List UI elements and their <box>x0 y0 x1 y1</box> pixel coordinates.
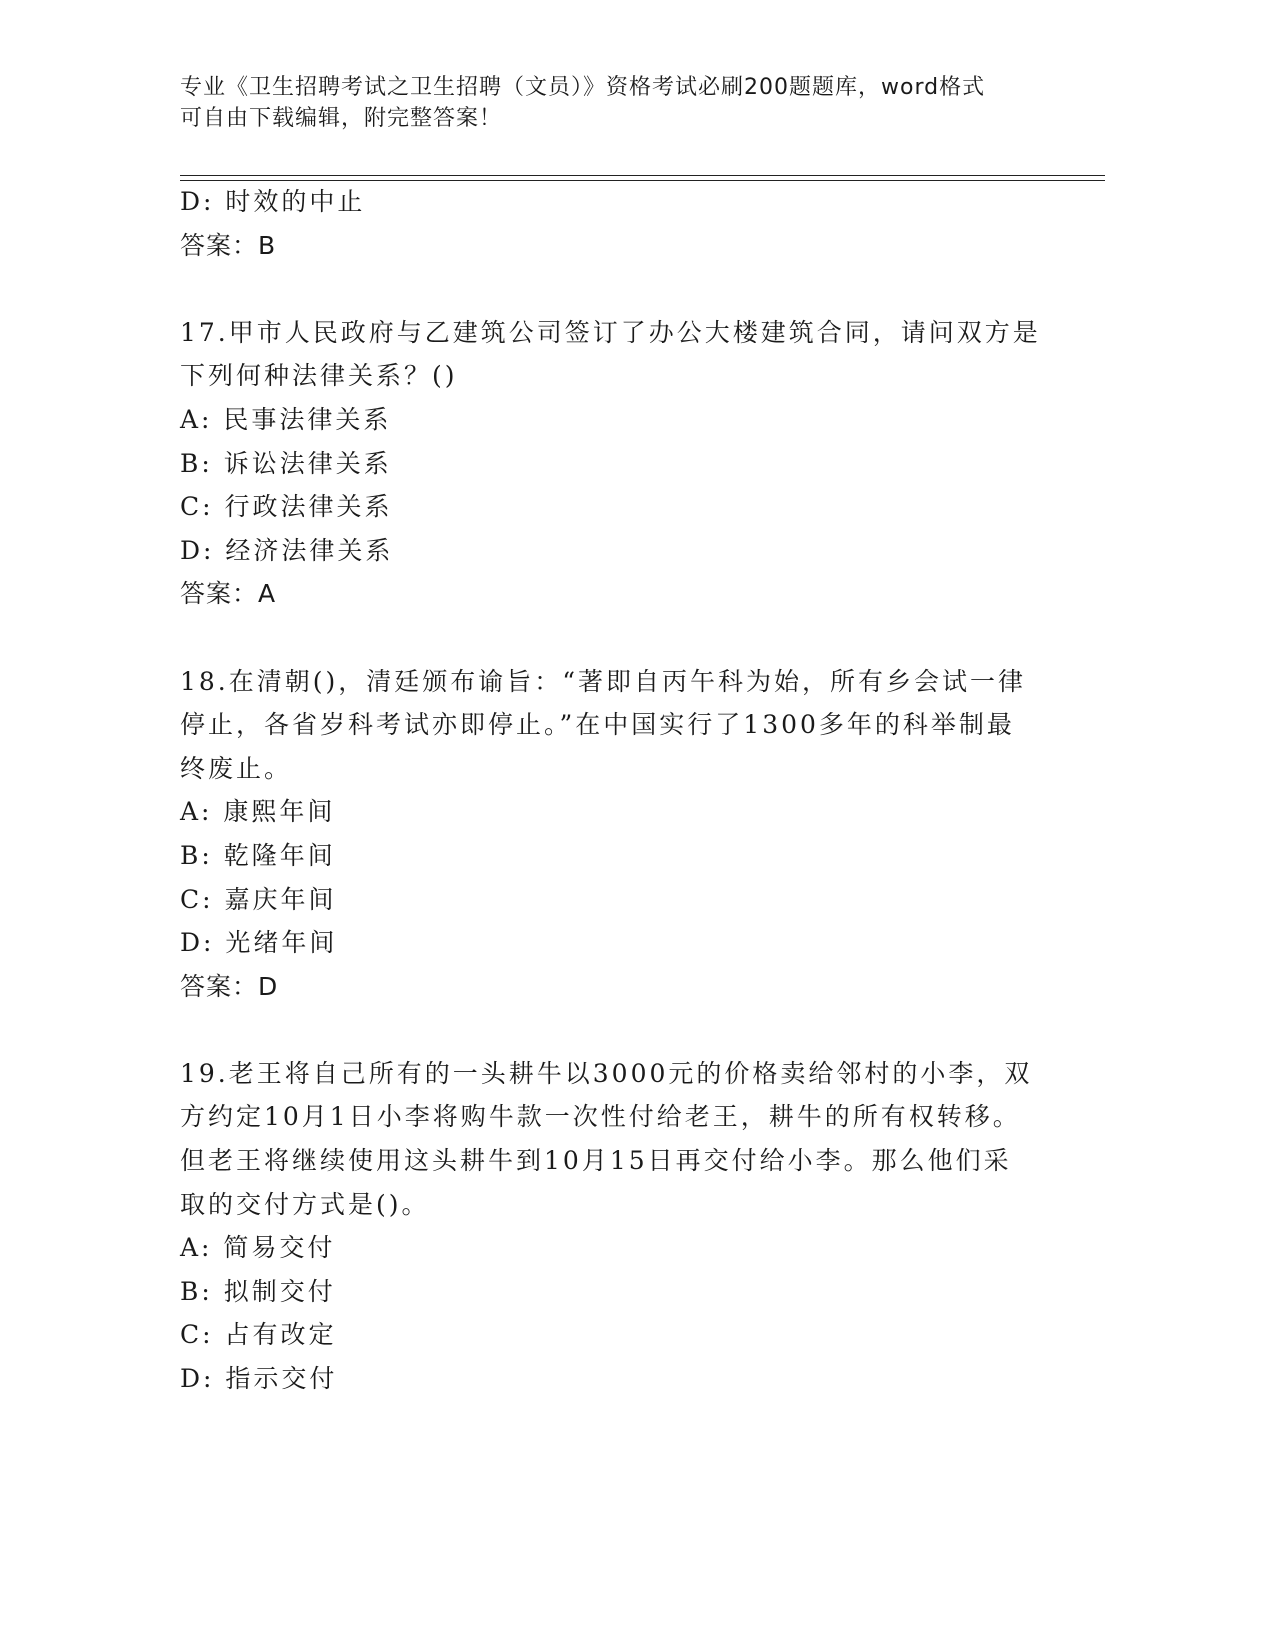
option-d: D: 时效的中止 <box>180 187 366 216</box>
spacer <box>180 616 1040 660</box>
option-b: B: 诉讼法律关系 <box>180 448 392 478</box>
answer: 答案：D <box>180 971 279 1001</box>
option-d: D: 指示交付 <box>180 1364 338 1394</box>
header-title-line-2: 可自由下载编辑，附完整答案！ <box>180 106 503 131</box>
question-stem-line: 停止，各省岁科考试亦即停止。”在中国实行了1300多年的科举制最 <box>180 710 1015 740</box>
question-stem-line: 19.老王将自己所有的一头耕牛以3000元的价格卖给邻村的小李，双 <box>180 1058 1033 1088</box>
question-stem-line: 18.在清朝()，清廷颁布谕旨：“著即自丙午科为始，所有乡会试一律 <box>180 666 1027 696</box>
answer: 答案：A <box>180 579 277 609</box>
question-19 <box>180 1052 1040 1401</box>
option-d: D: 光绪年间 <box>180 928 338 958</box>
question-stem-line: 但老王将继续使用这头耕牛到10月15日再交付给小李。那么他们采 <box>180 1146 1012 1176</box>
question-17 <box>180 311 1040 616</box>
option-b: B: 拟制交付 <box>180 1276 336 1306</box>
question-stem-line: 17.甲市人民政府与乙建筑公司签订了办公大楼建筑合同，请问双方是 <box>180 317 1041 347</box>
option-d: D: 经济法律关系 <box>180 535 394 565</box>
spacer <box>180 267 1040 311</box>
answer: 答案：B <box>180 230 277 260</box>
question-stem-line: 终废止。 <box>180 753 293 783</box>
question-18 <box>180 660 1040 1009</box>
option-c: C: 行政法律关系 <box>180 492 393 522</box>
question-stem-line: 方约定10月1日小李将购牛款一次性付给老王，耕牛的所有权转移。 <box>180 1102 1021 1132</box>
option-a: A: 康熙年间 <box>180 797 336 827</box>
option-a: A: 民事法律关系 <box>180 404 392 434</box>
header-title-line-1: 专业《卫生招聘考试之卫生招聘（文员）》资格考试必刷200题题库，word格式 <box>180 75 986 100</box>
option-a: A: 简易交付 <box>180 1233 336 1263</box>
spacer <box>180 1008 1040 1052</box>
question-stem-line: 下列何种法律关系？() <box>180 361 458 391</box>
question-stem-line: 取的交付方式是()。 <box>180 1189 430 1219</box>
option-b: B: 乾隆年间 <box>180 840 336 870</box>
page-header <box>180 72 1040 134</box>
option-c: C: 占有改定 <box>180 1320 337 1350</box>
option-c: C: 嘉庆年间 <box>180 884 337 914</box>
document-body <box>180 180 1040 1401</box>
